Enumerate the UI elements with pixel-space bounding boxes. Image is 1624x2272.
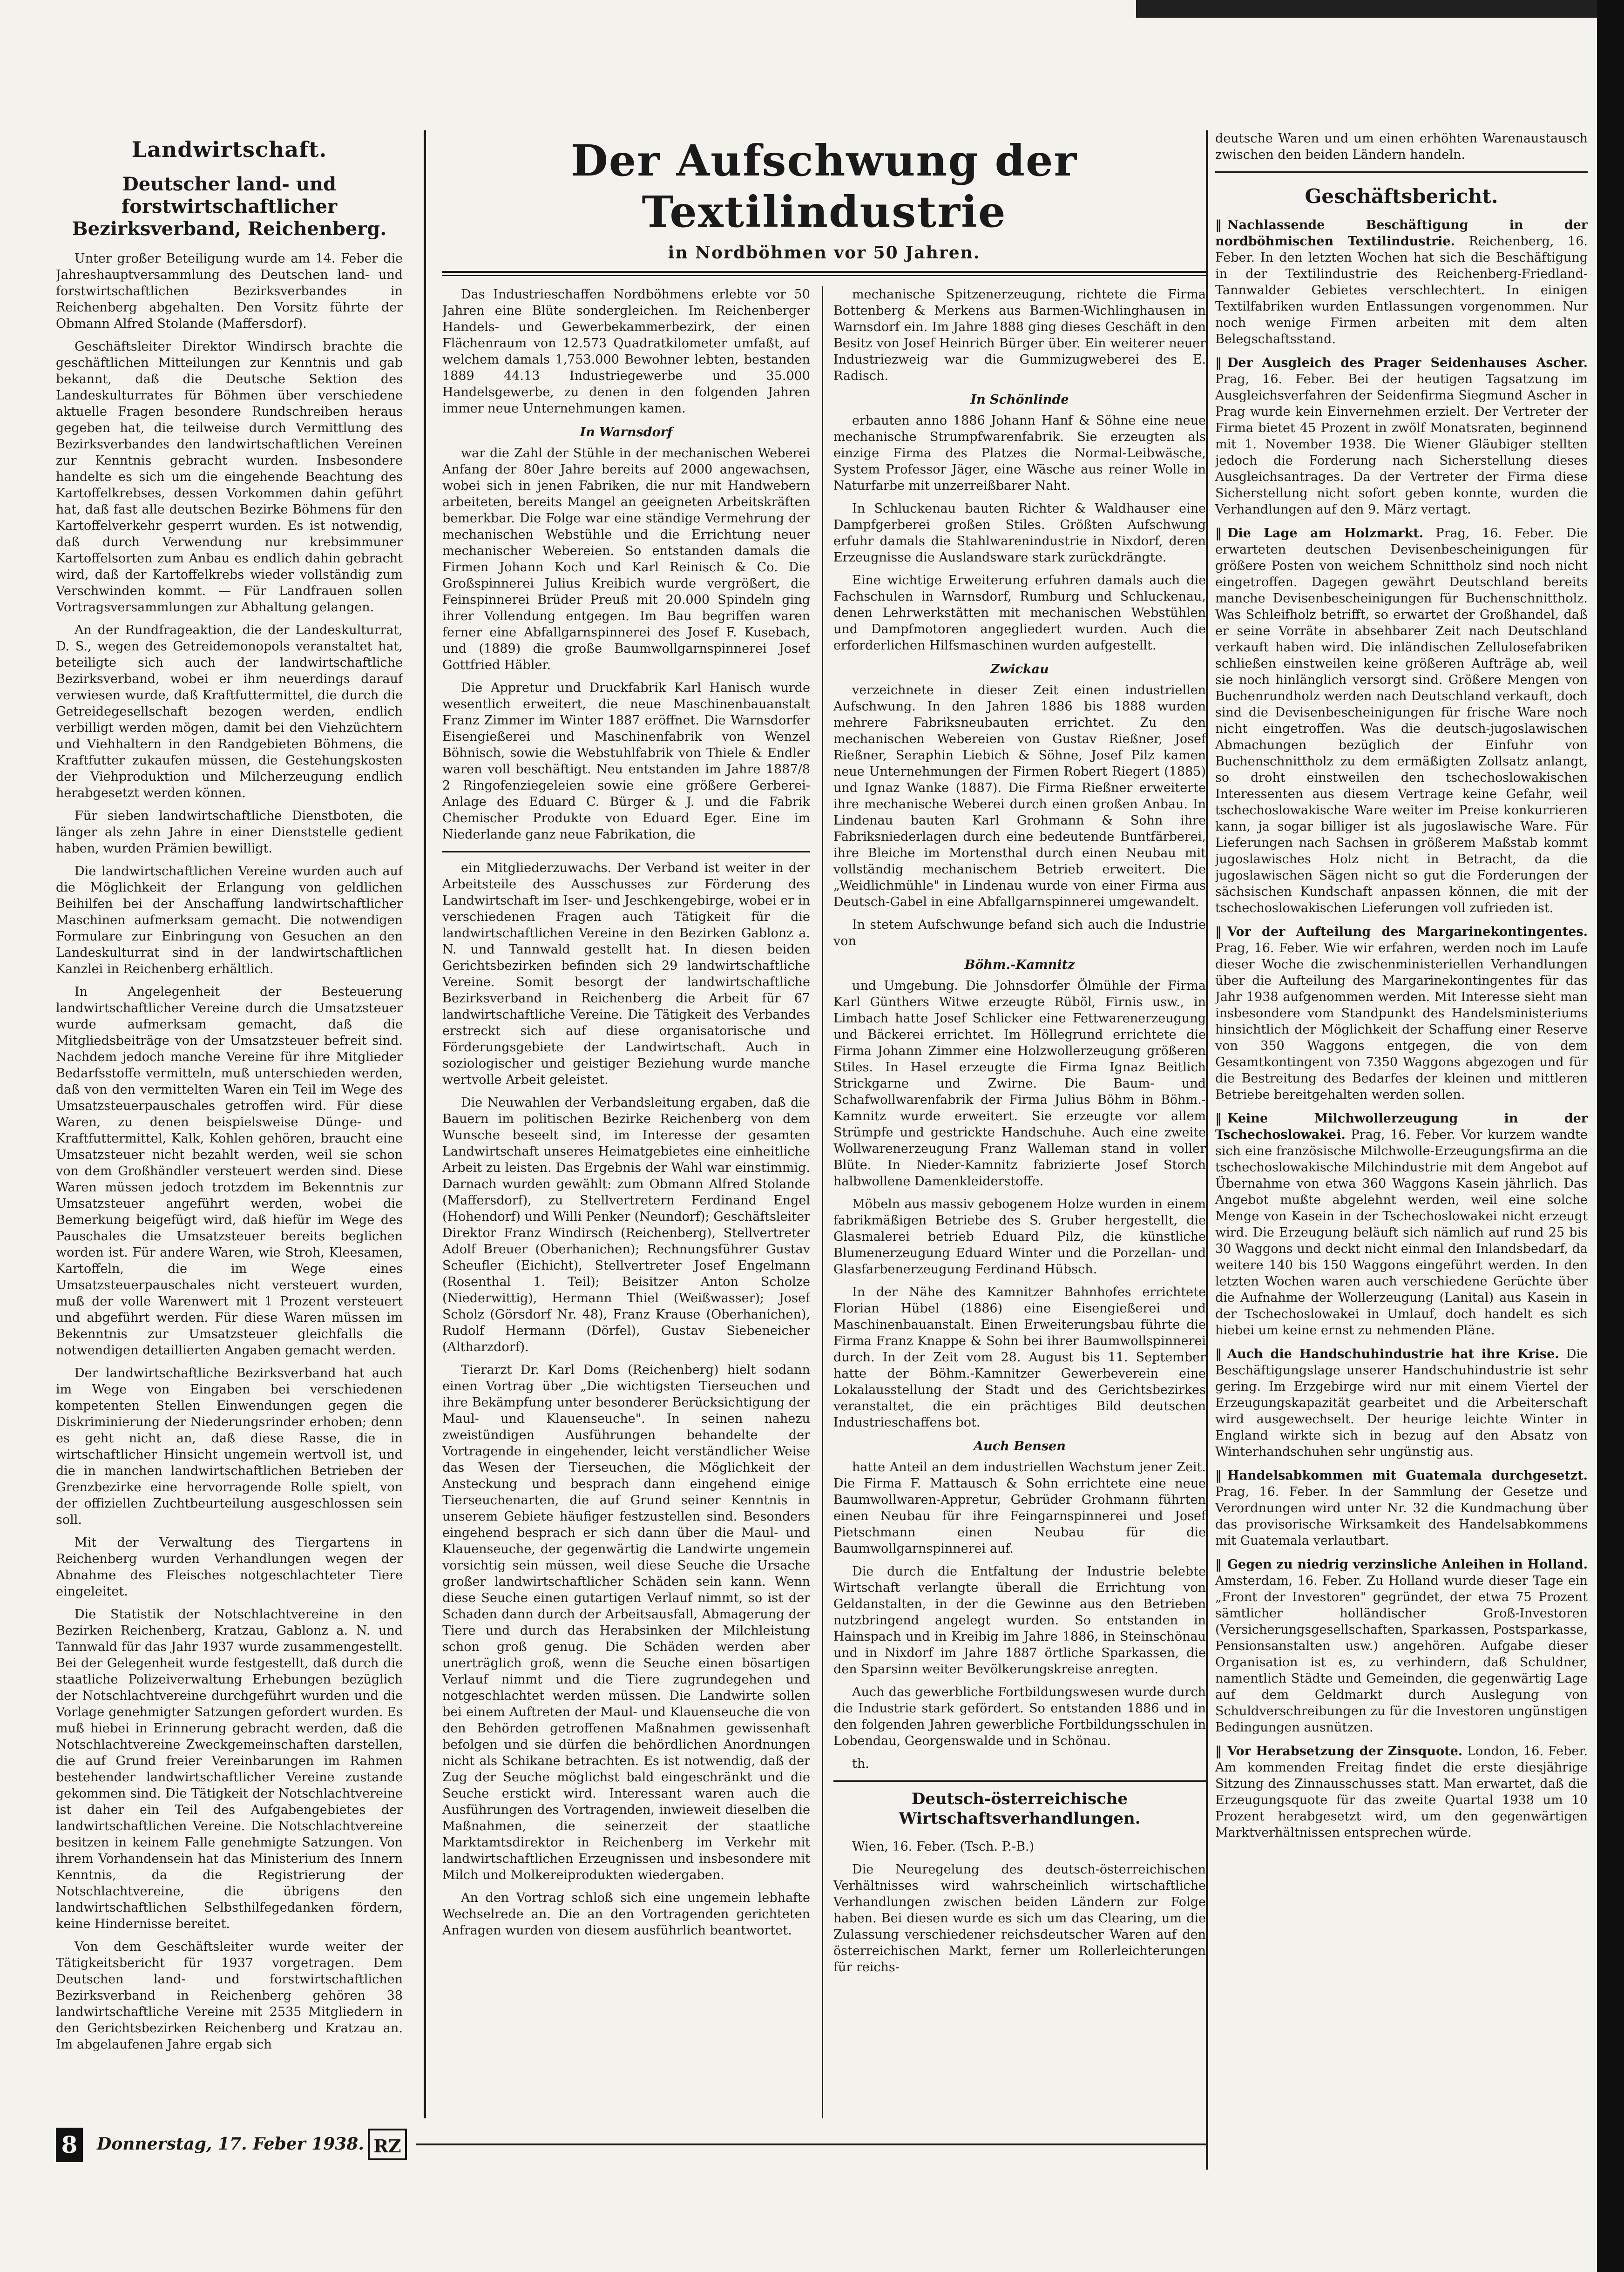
notice-text: Prag, 16. Feber. In der Sammlung der Gesetze und Verordnungen wird unter Nr. 32 die Kundmachung über das provisorische Wirksamkeit des Handelsabkommens mit Guatemala verlautbart. xyxy=(1215,1485,1588,1548)
notice-heading: Auch die Handschuhindustrie hat ihre Krise. xyxy=(1227,1347,1559,1361)
article2-title: Deutsch-österreichische Wirtschaftsverhandlungen. xyxy=(899,1790,1141,1828)
paragraph: und Umgebung. Die Johnsdorfer Ölmühle der Firma Karl Günthers Witwe erzeugte Rüböl, Firnis usw., in Limbach hatte Josef Schlicker eine Fettwarenerzeugung und Bäckerei errichtet. Im Höllegrund errichtete die Firma Johann Zimmer eine Holzwollerzeugung größeren Stiles. In Hasel erzeugte die Firma Ignaz Beitlich Strickgarne und Zwirne. Die Baum- und Schafwollwarenfabrik der Firma Julius Böhm in Böhm.-Kamnitz wurde erweitert. Sie erzeugte vor allem Strümpfe und gestrickte Handschuhe. Auch eine zweite Wollwarenerzeugung Franz Walleman stand in voller Blüte. In Nieder-Kamnitz fabrizierte Josef Storch halbwollene Damenkleiderstoffe. xyxy=(833,979,1206,1189)
notice-marker: ‖ xyxy=(1215,1744,1222,1758)
notice-heading: Nachlassende Beschäftigung in der nordböhmischen Textilindustrie. xyxy=(1215,218,1588,249)
business-notice xyxy=(1215,1467,1588,1549)
paragraph: Geschäftsleiter Direktor Windirsch brachte die geschäftlichen Mitteilungen zur Kenntnis und gab bekannt, daß die Deutsche Sektion des Landeskulturrates für Böhmen über verschiedene aktuelle Fragen besondere Rundschreiben heraus gegeben hat, die teilweise durch Vermittlung des Bezirksverbandes den landwirtschaftlichen Vereinen zur Kenntnis gebracht wurden. Insbesondere handelte es sich um die eingehende Beachtung des Kartoffelkrebses, dessen Vorkommen dahin geführt hat, daß fast alle deutschen Bezirke Böhmens für den Kartoffelverkehr gesperrt wurden. Es ist notwendig, daß durch Verwendung nur krebsimmuner Kartoffelsorten zum Anbau es endlich dahin gebracht wird, daß der Kartoffelkrebs wieder vollständig zum Verschwinden kommt. — Für Landfrauen sollen Vortragsversammlungen zur Abhaltung gelangen. xyxy=(56,339,403,615)
business-notice xyxy=(1215,1556,1588,1736)
section-title: Landwirtschaft. xyxy=(131,137,327,162)
column-divider xyxy=(1206,130,1208,2170)
paragraph: th. xyxy=(852,1757,869,1771)
article-body xyxy=(56,250,403,2053)
paragraph: hatte Anteil an dem industriellen Wachstum jener Zeit. Die Firma F. Mattausch & Sohn errichtete eine neue Baumwollwaren-Appretur, Gebrüder Grohmann führten einen Neubau für ihre Feingarnspinnerei und Josef Pietschmann einen Neubau für die Baumwollgarnspinnerei auf. xyxy=(833,1460,1206,1556)
headline-main: Der Aufschwung der Textilindustrie xyxy=(570,135,1078,237)
paragraph: Die Neuwahlen der Verbandsleitung ergaben, daß die Bauern im politischen Bezirke Reichenberg von dem Wunsche beseelt sind, im Interesse der gesamten Landwirtschaft unseres Heimatgebietes eine einheitliche Arbeit zu leisten. Das Ergebnis der Wahl war einstimmig. Darnach wurden gewählt: zum Obmann Alfred Stolande (Maffersdorf), zu Stellvertretern Ferdinand Engel (Hohendorf) und Willi Penker (Neundorf); Geschäftsleiter Direktor Franz Windirsch (Reichenberg), Stellvertreter Adolf Breuer (Oberhanichen); Rechnungsführer Gustav Scheufler (Eichicht), Stellvertreter Josef Engelmann (Rosenthal 1. Teil); Beisitzer Anton Scholze (Niederwittig), Hermann Thiel (Weißwasser); Josef Scholz (Görsdorf Nr. 48), Franz Krause (Oberhanichen), Rudolf Hermann (Dörfel), Gustav Siebeneicher (Altharzdorf). xyxy=(442,1095,810,1354)
notice-text: Prag, 16. Feber. Vor kurzem wandte sich eine französische Milchwolle-Erzeugungsfirma an die tschechoslowakische Milchindustrie mit dem Angebot auf Übernahme von etwa 360 Waggons Kasein jährlich. Das Angebot mußte abgelehnt werden, weil eine solche Menge von Kasein in der Tschechoslowakei nicht erzeugt wird. Die Erzeugung beläuft sich nämlich auf rund 25 bis 30 Waggons und deckt nicht einmal den Inlandsbedarf, da weitere 140 bis 150 Waggons eingeführt werden. In den letzten Wochen waren auch verschiedene Gerüchte über die Aufnahme der Wollerzeugung (Lanital) aus Kasein in der Tschechoslowakei in Umlauf, doch handelt es sich hiebei um keine ernst zu nehmenden Pläne. xyxy=(1215,1128,1588,1338)
column-textilindustrie xyxy=(442,130,1206,2118)
article-column-a xyxy=(442,286,810,2118)
place-heading-boehm-kamnitz: Böhm.-Kamnitz xyxy=(964,958,1075,972)
paragraph: An der Rundfrageaktion, die der Landeskulturrat, D. S., wegen des Getreidemonopols veranstaltet hat, beteiligte sich auch der landwirtschaftliche Bezirksverband, wobei er ihm neuerdings darauf verwiesen wurde, daß Kraftfuttermittel, die durch die Getreidegesellschaft bezogen werden, endlich verbilligt werden mögen, damit bei den Viehzüchtern und Viehhaltern in den Randgebieten Böhmens, die Kraftfutter zukaufen müssen, die Gestehungskosten der Viehproduktion und Milcherzeugung endlich herabgesetzt werden können. xyxy=(56,623,403,800)
notice-heading: Keine Milchwollerzeugung in der Tschechoslowakei. xyxy=(1215,1111,1588,1142)
notice-heading: Der Ausgleich des Prager Seidenhauses Ascher. xyxy=(1227,356,1588,370)
issue-date: Donnerstag, 17. Feber 1938. xyxy=(97,2134,364,2154)
business-notice xyxy=(1215,924,1588,1103)
column-landwirtschaft xyxy=(56,130,403,2118)
notice-marker: ‖ xyxy=(1215,526,1222,541)
business-notice xyxy=(1215,1110,1588,1339)
paragraph: In stetem Aufschwunge befand sich auch die Industrie von xyxy=(833,918,1206,948)
page-number: 8 xyxy=(56,2128,83,2162)
business-notices xyxy=(1215,217,1588,1841)
article-intro xyxy=(442,286,810,417)
notice-marker: ‖ xyxy=(1215,1347,1222,1361)
notice-heading: Handelsabkommen mit Guatemala durchgesetzt. xyxy=(1227,1468,1588,1483)
paragraph: In der Nähe des Kamnitzer Bahnhofes errichtete Florian Hübel (1886) eine Eisengießerei und Maschinenbauanstalt. Einen Erweiterungsbau führte die Firma Franz Knappe & Sohn bei ihrer Baumwollspinnerei durch. In der Zeit vom 28. August bis 11. September hatte der Böhm.-Kamnitzer Gewerbeverein eine Lokalausstellung der Stadt und des Gerichtsbezirkes veranstaltet, die ein prächtiges Bild deutschen Industrieschaffens bot. xyxy=(833,1285,1206,1430)
block-rule xyxy=(442,851,810,852)
article-title: Deutscher land- und forstwirtschaftlicher Bezirksverband, Reichenberg. xyxy=(72,173,387,240)
paragraph: verzeichnete in dieser Zeit einen industriellen Aufschwung. In den Jahren 1886 bis 1888 wurden mehrere Fabriksneubauten errichtet. Zu den mechanischen Webereien von Gustav Rießner, Josef Rießner, Seraphin Liebich & Söhne, Josef Pilz kamen neue Unternehmungen der Firmen Robert Riegert (1885) und Ignaz Wanke (1887). Die Firma Rießner erweiterte ihre mechanische Weberei durch einen großen Anbau. In Lindenau bauten Karl Grohmann & Sohn ihre Fabriksniederlagen durch eine bedeutende Buntfärberei, ihre Bleiche im Mortensthal durch einen Neubau mit vollständig mechanischem Betrieb erweitert. Die „Weidlichmühle" in Lindenau wurde von einer Firma aus Deutsch-Gabel in eine Abfallgarnspinnerei umgewandelt. xyxy=(833,683,1206,909)
notice-heading: Vor der Aufteilung des Margarinekontingentes. xyxy=(1227,925,1588,939)
business-notice xyxy=(1215,1743,1588,1841)
notice-heading: Vor Herabsetzung der Zinsquote. xyxy=(1227,1744,1463,1758)
scan-edge-right xyxy=(1597,0,1624,2272)
column-divider xyxy=(424,130,426,2118)
newspaper-page xyxy=(56,130,1588,2170)
article-warnsdorf xyxy=(442,445,810,843)
article-kamnitz xyxy=(833,978,1206,1431)
paragraph: Möbeln aus massiv gebogenem Holze wurden in einem fabrikmäßigen Betriebe des S. Gruber hergestellt, die Glasmalerei betrieb Eduard Pilz, die künstliche Blumenerzeugung Eduard Winter und die Porzellan- und Glasfarbenerzeugung Ferdinand Hübsch. xyxy=(833,1197,1206,1277)
notice-text: Prag, 16. Feber. Bei der heutigen Tagsatzung im Ausgleichsverfahren der Seidenfirma Siegmund Ascher in Prag wurde kein Einvernehmen erzielt. Der Vertreter der Firma bietet 45 Prozent in zwölf Monatsraten, beginnend mit 1. November 1938. Die Wiener Gläubiger stellten jedoch die Forderung nach Sicherstellung dieses Ausgleichsantrages. Da der Vertreter der Firma diese Sicherstellung nicht sofort geben konnte, wurden die Verhandlungen auf den 9. März vertagt. xyxy=(1215,372,1588,517)
notice-text: Prag, 16. Feber. Wie wir erfahren, werden noch im Laufe dieser Woche die zwischenministeriellen Verhandlungen über die Aufteilung des Margarinekontingentes für das Jahr 1938 aufgenommen werden. Mit Interesse sieht man insbesondere vom Standpunkt des Handelsministeriums hinsichtlich der Möglichkeit der Schaffung einer Reserve von 350 Waggons entgegen, die von dem Gesamtkontingent von 7350 Waggons abgezogen und für die Bestreitung des Bedarfes der kleinen und mittleren Betriebe bereitgehalten werden sollen. xyxy=(1215,941,1588,1102)
notice-text: Prag, 16. Feber. Die erwarteten deutschen Devisenbescheinigungen für größere Posten von weichem Schnittholz sind noch nicht eingetroffen. Dagegen gewährt Deutschland bereits manche Devisenbescheinigungen für Buchenschnittholz. Was Schleifholz betrifft, so erwartet der Großhandel, daß er seine Vorräte in absehbarer Zeit nach Deutschland verkauft haben wird. Die inländischen Zellulosefabriken schließen einstweilen keine größeren Aufträge ab, weil sie noch hinlänglich versorgt sind. Größere Mengen von Buchenrundholz werden nach Deutschland verkauft, doch sind die Devisenbescheinigungen für frische Ware noch nicht eingetroffen. Was die deutsch-jugoslawischen Abmachungen bezüglich der Einfuhr von Buchenschnittholz zu dem ermäßigten Zollsatz anlangt, so droht einstweilen den tschechoslowakischen Interessenten aus diesem Vertrage keine Gefahr, weil tschechoslowakische Ware weiter im Preise konkurrieren kann, ja sogar billiger ist als jugoslawische Ware. Für Lieferungen nach Sachsen in größerem Maßstab kommt jugoslawisches Holz nicht in Betracht, da die jugoslawischen Sägen nicht so gut die Forderungen der sächsischen Kundschaft anpassen können, die mit der tschechoslowakischen Lieferungen voll zufrieden ist. xyxy=(1215,526,1588,915)
article2-body xyxy=(833,1839,1206,1975)
continued-paragraph: deutsche Waren und um einen erhöhten Warenaustausch zwischen den beiden Ländern handeln. xyxy=(1215,131,1588,162)
notice-marker: ‖ xyxy=(1215,1557,1222,1572)
business-notice xyxy=(1215,525,1588,916)
footer-rule xyxy=(416,2144,1206,2145)
article-bensen xyxy=(833,1459,1206,1772)
paragraph: war die Zahl der Stühle in der mechanischen Weberei Anfang der 80er Jahre bereits auf 2000 angewachsen, wobei sich in jenen Fabriken, die nur mit Handwebern arbeiteten, bereits Mangel an geeigneten Arbeitskräften bemerkbar. Die Folge war eine ständige Vermehrung der mechanischen Webstühle und die Errichtung neuer mechanischer Webereien. So entstanden damals die Firmen Johann Koch und Karl Reinisch & Co. Die Großspinnerei Julius Kreibich wurde vergrößert, die Feinspinnerei Brüder Preuß mit 20.000 Spindeln ging ihrer Vollendung entgegen. Im Bau begriffen waren ferner eine Abfallgarnspinnerei des Josef F. Kusebach, und (1889) die große Baumwollgarnspinnerei Josef Gottfried Häbler. xyxy=(442,446,810,672)
article-columns xyxy=(442,286,1206,2118)
notice-marker: ‖ xyxy=(1215,925,1222,939)
paragraph: In Angelegenheit der Besteuerung landwirtschaftlicher Vereine durch die Umsatzsteuer wurde aufmerksam gemacht, daß die Mitgliedsbeiträge von der Umsatzsteuer befreit sind. Nachdem jedoch manche Vereine für ihre Mitglieder Bedarfsstoffe vermitteln, muß unterschieden werden, daß von den vermittelten Waren ein Teil im Wege des Umsatzsteuerpauschales getroffen wird. Für diese Waren, zu denen beispielsweise Dünge- und Kraftfuttermittel, Kalk, Kohlen gehören, braucht eine Umsatzsteuer nicht bezahlt werden, weil sie schon von dem Großhändler versteuert werden sind. Diese Waren müssen jedoch trotzdem im Bekenntnis zur Umsatzsteuer angeführt werden, wobei die Bemerkung beigefügt wird, daß hiefür im Wege des Pauschales die Umsatzsteuer bereits beglichen worden ist. Für andere Waren, wie Stroh, Kleesamen, Kartoffeln, die im Wege eines Umsatzsteuerpauschales nicht versteuert wurden, muß der volle Warenwert mit 1 Prozent versteuert und abgeführt werden. Für diese Waren müssen im Bekenntnis zur Umsatzsteuer gleichfalls die notwendigen detaillierten Angaben gemacht werden. xyxy=(56,985,403,1358)
paragraph: Die Neuregelung des deutsch-österreichischen Verhältnisses wird wahrscheinlich wirtschaftliche Verhandlungen zwischen beiden Ländern zur Folge haben. Bei diesen wurde es sich um das Clearing, um die Zulassung verschiedener reichsdeutscher Waren auf den österreichischen Markt, ferner um Rollerleichterungen für reichs- xyxy=(833,1862,1206,1974)
column-divider xyxy=(822,286,823,2118)
notice-text: Amsterdam, 16. Feber. Zu Holland wurde dieser Tage ein „Front der Investoren" gegründet, der etwa 75 Prozent sämtlicher holländischer Groß-Investoren (Versicherungsgesellschaften, Sparkassen, Postsparkasse, Pensionsanstalten usw.) angehören. Aufgabe dieser Organisation ist es, zu verhindern, daß Schuldner, namentlich Städte und Gemeinden, die gegenwärtig Lage auf dem Geldmarkt durch Auslegung von Schuldverschreibungen zu für die Investoren ungünstigen Bedingungen ausnützen. xyxy=(1215,1574,1588,1735)
article-zwickau xyxy=(833,682,1206,949)
notice-heading: Gegen zu niedrig verzinsliche Anleihen in Holland. xyxy=(1227,1557,1588,1572)
notice-marker: ‖ xyxy=(1215,218,1222,232)
masthead-mark: RZ xyxy=(368,2129,407,2160)
place-heading-warnsdorf: In Warnsdorf xyxy=(580,425,673,440)
column-geschaeftsbericht xyxy=(1215,130,1588,2165)
paragraph: ein Mitgliederzuwachs. Der Verband ist weiter in der Arbeitsteile des Ausschusses zur Förderung des Landwirtschaft im Iser- und Jeschkengebirge, wobei er in verschiedenen Fragen auch Tätigkeit für die landwirtschaftlichen Vereine in den Bezirken Gablonz a. N. und Tannwald gestellt hat. In diesen beiden Gerichtsbezirken befinden sich 29 landwirtschaftliche Vereine. Somit besorgt der landwirtschaftliche Bezirksverband in Reichenberg die Arbeit für 67 landwirtschaftliche Vereine. Die Tätigkeit des Verbandes erstreckt sich auf diese organisatorische und Förderungsgebiete der Landwirtschaft. Auch in soziologischer und geistiger Beziehung wurde manche wertvolle Arbeit geleistet. xyxy=(442,861,810,1087)
notice-text: London, 16. Feber. Am kommenden Freitag findet die erste diesjährige Sitzung des Zinnausschusses statt. Man erwartet, daß die Erzeugungsquote für das zweite Quartal 1938 um 10 Prozent herabgesetzt wird, um den gegenwärtigen Marktverhältnissen entsprechen würde. xyxy=(1215,1744,1588,1840)
business-notice xyxy=(1215,355,1588,518)
article-schoenlinde xyxy=(833,412,1206,654)
paragraph: Für sieben landwirtschaftliche Dienstboten, die länger als zehn Jahre in einer Dienststelle gedient haben, wurden Prämien bewilligt. xyxy=(56,809,403,856)
headline-rule xyxy=(442,271,1206,276)
paragraph: Die Appretur und Druckfabrik Karl Hanisch wurde wesentlich erweitert, die neue Maschinenbauanstalt Franz Zimmer im Winter 1887 eröffnet. Die Warnsdorfer Eisengießerei und Maschinenfabrik von Wenzel Böhnisch, sowie die Webstuhlfabrik von Thiele & Endler waren voll beschäftigt. Neu entstanden im Jahre 1887/8 2 Ringofenziegeleien sowie eine größere Gerberei-Anlage des Eduard C. Bürger & J. und die Fabrik Chemischer Produkte von Eduard Eger. Eine im Niederlande ganz neue Fabrikation, die xyxy=(442,681,810,842)
place-heading-zwickau: Zwickau xyxy=(990,662,1049,676)
headline-sub: in Nordböhmen vor 50 Jahren. xyxy=(668,243,981,263)
page-footer xyxy=(56,2128,1206,2165)
paragraph: Von dem Geschäftsleiter wurde weiter der Tätigkeitsbericht für 1937 vorgetragen. Dem Deutschen land- und forstwirtschaftlichen Bezirksverband in Reichenberg gehören 38 landwirtschaftliche Vereine mit 2535 Mitgliedern in den Gerichtsbezirken Reichenberg und Kratzau an. Im abgelaufenen Jahre ergab sich xyxy=(56,1940,403,2052)
notice-text: Die Beschäftigungslage unserer Handschuhindustrie ist sehr gering. Im Erzgebirge wird nur mit einem Viertel der Erzeugungskapazität gearbeitet und die Arbeiterschaft wird ausgewechselt. Der heurige leichte Winter in England wirkte sich in bezug auf den Absatz von Winterhandschuhen sehr ungünstig aus. xyxy=(1215,1347,1588,1459)
article-continued xyxy=(833,286,1206,384)
paragraph: Die landwirtschaftlichen Vereine wurden auch auf die Möglichkeit der Erlangung von geldlichen Beihilfen bei der Anschaffung landwirtschaftlicher Maschinen aufmerksam gemacht. Die notwendigen Formulare zur Einbringung von Gesuchen an den Landeskulturrat sind in der landwirtschaftlichen Kanzlei in Reichenberg erhältlich. xyxy=(56,864,403,976)
notice-marker: ‖ xyxy=(1215,356,1222,370)
paragraph: Die durch die Entfaltung der Industrie belebte Wirtschaft verlangte überall die Errichtung von Geldanstalten, in der die Gewinne aus den Betrieben nutzbringend angelegt wurden. So entstanden in Hainspach und in Kreibig im Jahre 1886, in Steinschönau und in Nixdorf im Jahre 1887 örtliche Sparkassen, die den Sparsinn weiter Bevölkerungskreise anregten. xyxy=(833,1564,1206,1677)
article-verband-continued xyxy=(442,860,810,1939)
paragraph: Die Statistik der Notschlachtvereine in den Bezirken Reichenberg, Kratzau, Gablonz a. N. und Tannwald für das Jahr 1937 wurde zusammengestellt. Bei der Gelegenheit wurde festgestellt, daß durch die staatliche Polizeiverwaltung Erhebungen bezüglich der Notschlachtvereine durchgeführt wurden und die Vorlage genehmigter Satzungen gefordert wurden. Es muß hiebei in Erinnerung gebracht werden, daß die Notschlachtvereine Zweckgemeinschaften darstellen, die auf Grund freier Vereinbarungen im Rahmen bestehender landwirtschaftlicher Vereine zustande gekommen sind. Die Tätigkeit der Notschlachtvereine ist daher ein Teil des Aufgabengebietes der landwirtschaftlichen Vereine. Die Notschlachtvereine besitzen in keinem Falle genehmigte Satzungen. Von ihrem Vorhandensein hat das Ministerium des Innern Kenntnis, da die Registrierung der Notschlachtvereine, die übrigens den landwirtschaftlichen Selbsthilfegedanken fördern, keine Hindernisse bereitet. xyxy=(56,1607,403,1931)
headline xyxy=(442,130,1206,263)
paragraph: In Schluckenau bauten Richter & Waldhauser eine Dampfgerberei großen Stiles. Größten Aufschwung erfuhr damals die Stahlwarenindustrie in Nixdorf, deren Erzeugnisse die Auslandsware stark zurückdrängte. xyxy=(833,501,1206,565)
block-rule xyxy=(833,1780,1206,1782)
paragraph: Mit der Verwaltung des Tiergartens in Reichenberg wurden Verhandlungen wegen der Abnahme des Fleisches notgeschlachteter Tiere eingeleitet. xyxy=(56,1535,403,1599)
notice-marker: ‖ xyxy=(1215,1468,1222,1483)
paragraph: Das Industrieschaffen Nordböhmens erlebte vor 50 Jahren eine Blüte sondergleichen. Im Reichenberger Handels- und Gewerbekammerbezirk, der einen Flächenraum von 12.573 Quadratkilometer umfaßt, auf welchem damals 1,753.000 Bewohner lebten, bestanden 1889 44.13 Industriegewerbe und 35.000 Handelsgewerbe, zu denen in den folgenden Jahren immer neue Unternehmungen kamen. xyxy=(442,287,810,416)
business-notice xyxy=(1215,217,1588,347)
paragraph: Tierarzt Dr. Karl Doms (Reichenberg) hielt sodann einen Vortrag über „Die wichtigsten Tierseuchen und ihre Bekämpfung unter besonderer Berücksichtigung der Maul- und Klauenseuche". In seinen nahezu zweistündigen Ausführungen behandelte der Vortragende in eingehender, leicht verständlicher Weise das Wesen der Tierseuchen, die Möglichkeit der Ansteckung und besprach dann eingehend einige Tierseuchenarten, die auf Grund seiner Kenntnis in unserem Gebiete häufiger festzustellen sind. Besonders eingehend besprach er sich dann über die Maul- und Klauenseuche, der gegenwärtig die Landwirte ungemein vorsichtig sein müssen, weil diese Seuche die Ursache großer landwirtschaftlicher Schäden sein kann. Wenn diese Seuche einen gutartigen Verlauf nimmt, so ist der Schaden dann durch der Arbeitsausfall, Abmagerung der Tiere und durch das Herabsinken der Milchleistung schon groß genug. Die Schäden werden aber unerträglich groß, wenn die Seuche einen bösartigen Verlauf nimmt und die Tiere zugrundegehen und notgeschlachtet werden müssen. Die Landwirte sollen bei einem Auftreten der Maul- und Klauenseuche die von den Behörden getroffenen Maßnahmen gewissenhaft befolgen und sie dürfen die behördlichen Anordnungen nicht als Schikane betrachten. Es ist notwendig, daß der Zug der Seuche möglichst bald eingeschränkt und die Seuche erstickt wird. Interessant waren auch die Ausführungen des Vortragenden, inwieweit dieselben die Maßnahmen, die seinerzeit der staatliche Marktamtsdirektor in Reichenberg im Verkehr mit landwirtschaftlichen Erzeugnissen und insbesondere mit Milch und Molkereiprodukten wiedergaben. xyxy=(442,1363,810,1882)
paragraph: Auch das gewerbliche Fortbildungswesen wurde durch die Industrie stark gefördert. So entstanden 1886 und in den folgenden Jahren gewerbliche Fortbildungsschulen in Lobendau, Georgenswalde und in Schönau. xyxy=(833,1685,1206,1748)
notice-text: Reichenberg, 16. Feber. In den letzten Wochen hat sich die Beschäftigung in der Textilindustrie des Reichenberg-Friedland-Tannwalder Gebietes verschlechtert. In einigen Textilfabriken wurden Entlassungen vorgenommen. Nur noch wenige Firmen arbeiten mit dem alten Belegschaftsstand. xyxy=(1215,234,1588,346)
paragraph: mechanische Spitzenerzeugung, richtete die Firma Bottenberg & Merkens aus Barmen-Wichlinghausen in Warnsdorf ein. Im Jahre 1888 ging dieses Geschäft in den Besitz von Josef Heinrich Bürger über. Ein weiterer neuer Industriezweig war die Gummizugweberei des E. Radisch. xyxy=(833,287,1206,383)
paragraph: Der landwirtschaftliche Bezirksverband hat auch im Wege von Eingaben bei verschiedenen kompetenten Stellen Einwendungen gegen die Diskriminierung der Niederungsrinder erhoben; denn es geht nicht an, daß diese Rasse, die in wirtschaftlicher Hinsicht ungemein wertvoll ist, und die in manchen landwirtschaftlichen Betrieben der Grenzbezirke eine hervorragende Rolle spielt, von der offiziellen Zuchtbeurteilung ausgeschlossen sein soll. xyxy=(56,1366,403,1527)
paragraph: Unter großer Beteiligung wurde am 14. Feber die Jahreshauptversammlung des Deutschen land- und forstwirtschaftlichen Bezirksverbandes in Reichenberg abgehalten. Den Vorsitz führte der Obmann Alfred Stolande (Maffersdorf). xyxy=(56,251,403,331)
business-notice xyxy=(1215,1346,1588,1460)
article-column-b xyxy=(833,286,1206,2118)
paragraph: Eine wichtige Erweiterung erfuhren damals auch die Fachschulen in Warnsdorf, Rumburg und Schluckenau, denen Lehrwerkstätten mit mechanischen Webstühlen und Dampfmotoren angegliedert wurden. Auch die erforderlichen Hilfsmaschinen wurden aufgestellt. xyxy=(833,573,1206,653)
section-title: Geschäftsbericht. xyxy=(1305,185,1498,208)
scan-edge-top xyxy=(1136,0,1624,18)
paragraph: An den Vortrag schloß sich eine ungemein lebhafte Wechselrede an. Die an den Vortragenden gerichteten Anfragen wurden von diesem ausführlich beantwortet. xyxy=(442,1891,810,1938)
paragraph: Wien, 16. Feber. (Tsch. P.-B.) xyxy=(852,1839,1035,1854)
place-heading-schoenlinde: In Schönlinde xyxy=(970,392,1069,407)
place-heading-bensen: Auch Bensen xyxy=(974,1439,1066,1454)
block-rule xyxy=(1215,171,1588,173)
notice-heading: Die Lage am Holzmarkt. xyxy=(1227,526,1424,541)
paragraph: erbauten anno 1886 Johann Hanf & Söhne eine neue mechanische Strumpfwarenfabrik. Sie erzeugten als einzige Firma des Platzes die Normal-Leibwäsche, System Professor Jäger, eine Wäsche aus reiner Wolle in Naturfarbe mit unzerreißbarer Naht. xyxy=(833,413,1206,493)
notice-marker: ‖ xyxy=(1215,1111,1222,1126)
